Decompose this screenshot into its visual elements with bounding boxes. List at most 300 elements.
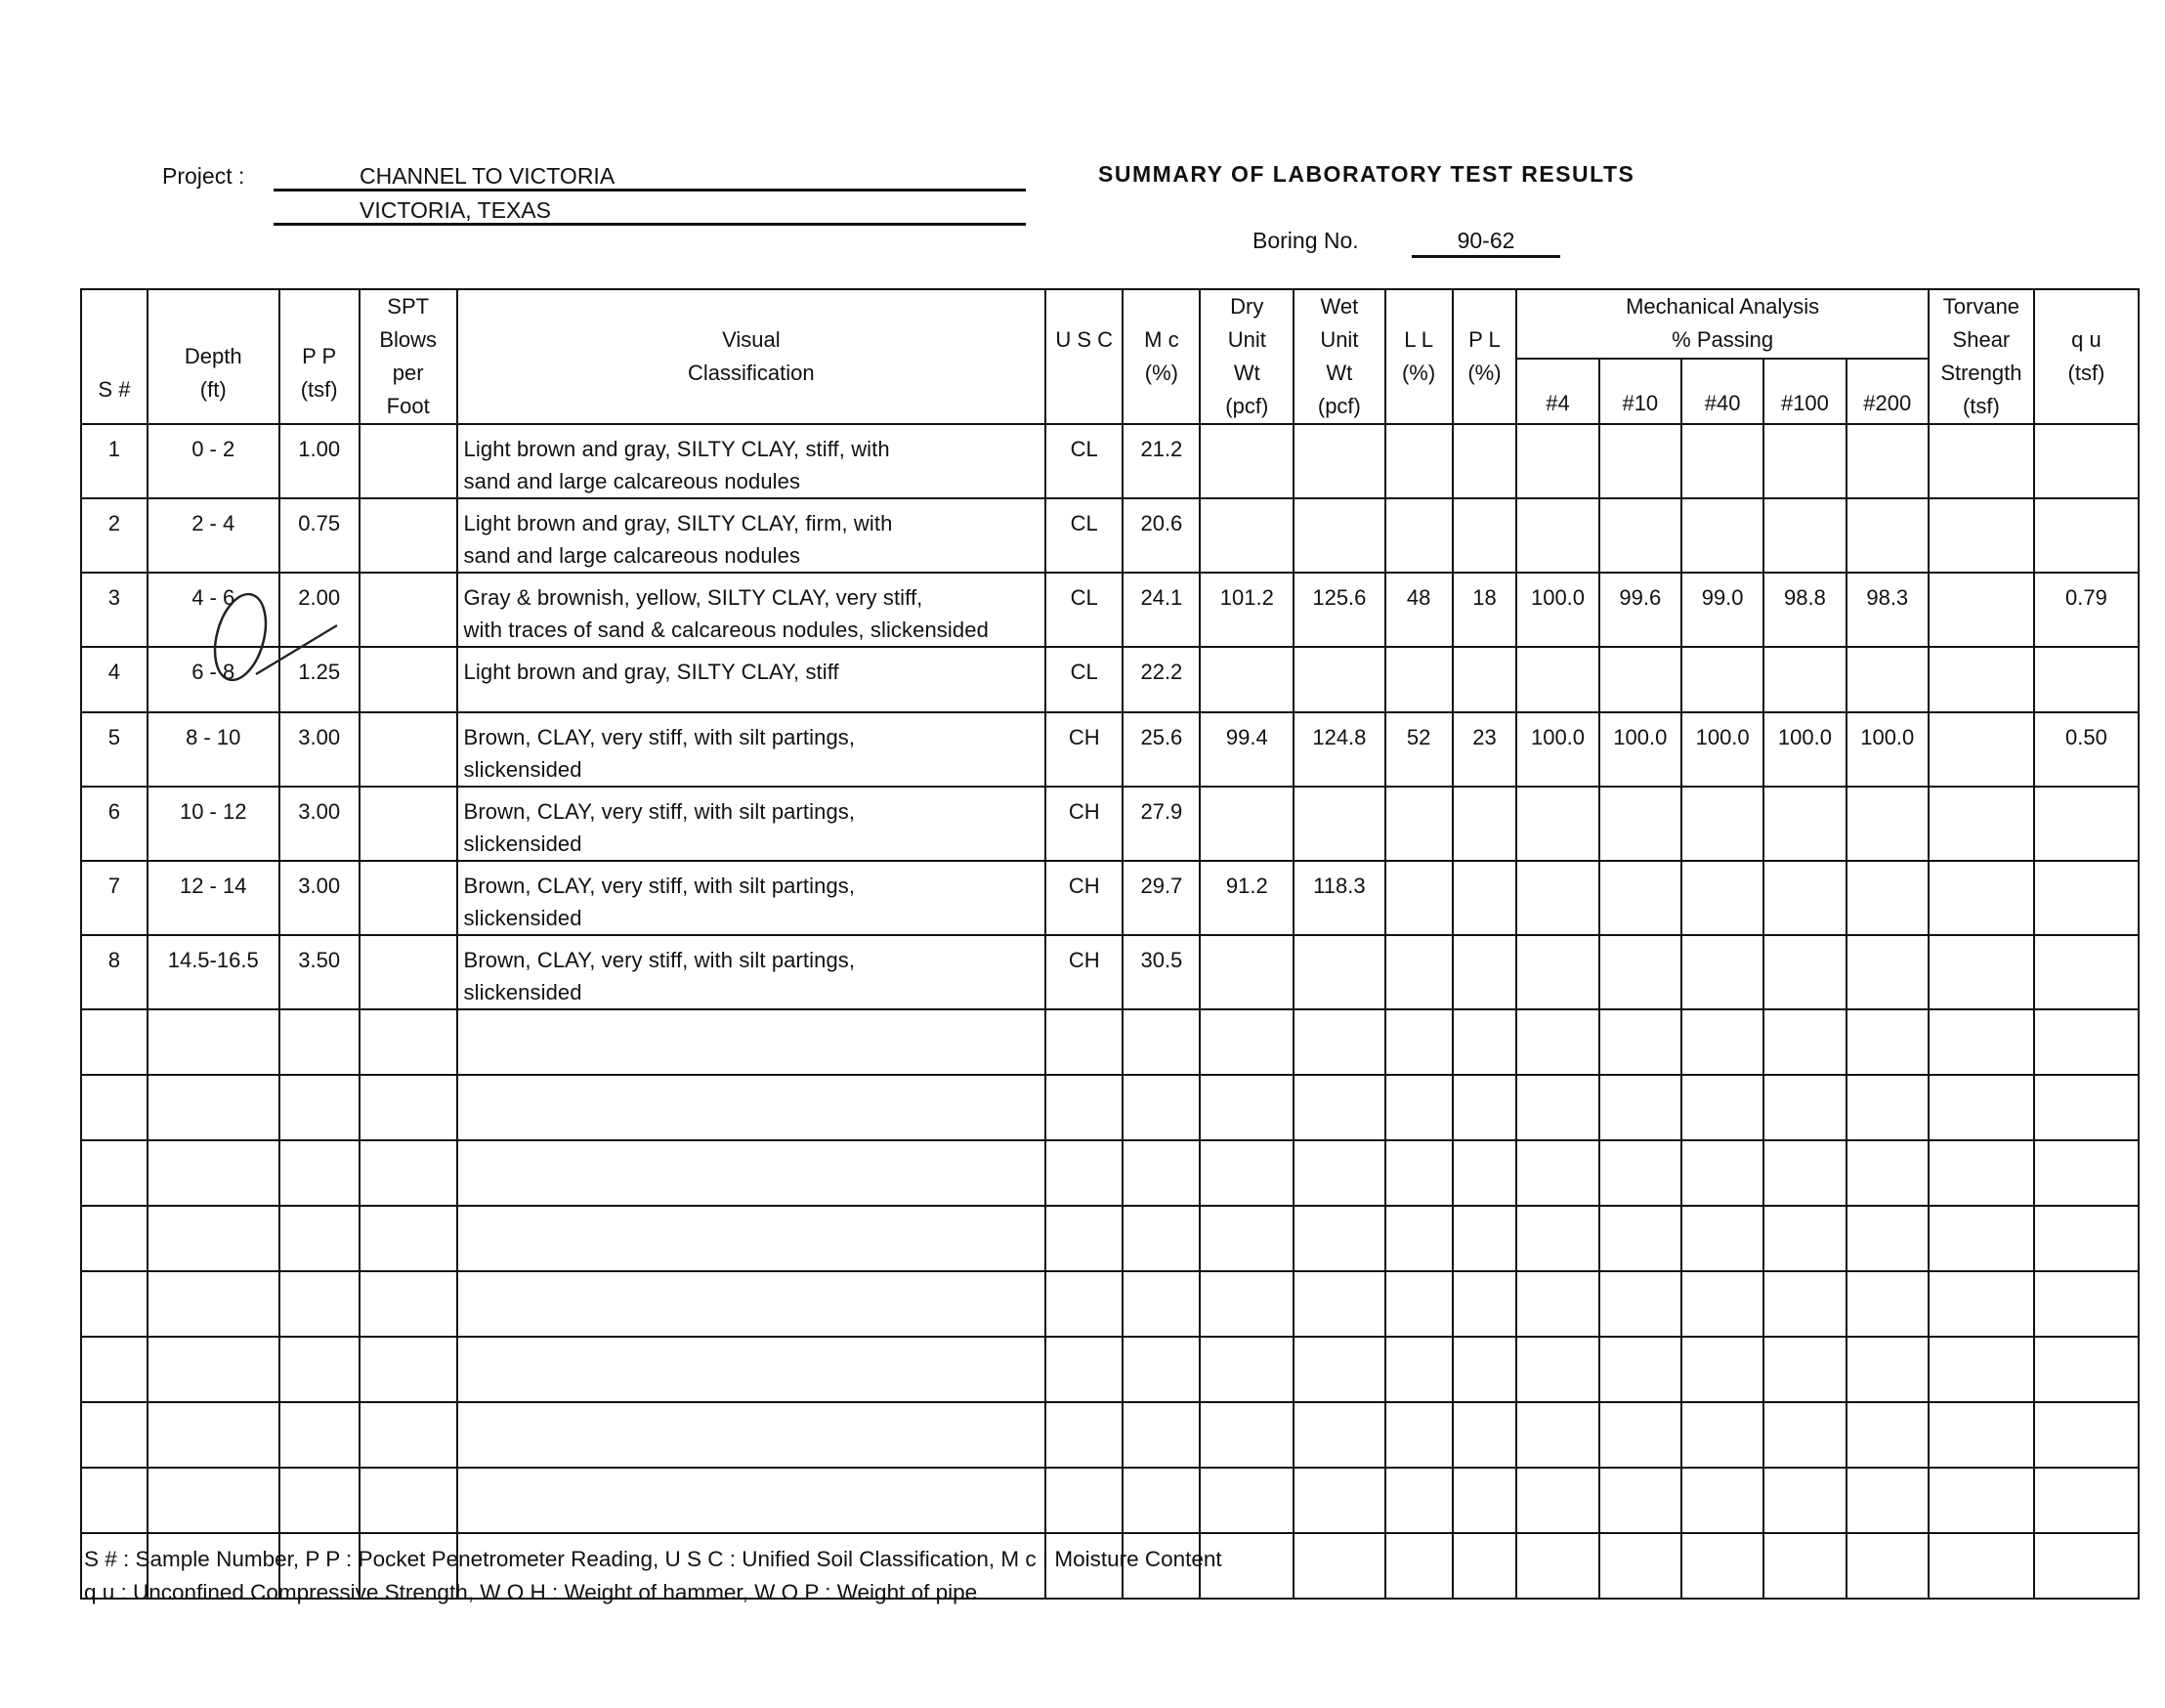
- liquid-limit-cell: [1385, 787, 1453, 861]
- visual-classification-cell: [457, 498, 1046, 573]
- qu-cell: [2034, 498, 2139, 573]
- empty-row: [81, 1075, 2139, 1140]
- dry-unit-weight-cell: 91.2: [1200, 861, 1294, 935]
- visual-classification-cell: [457, 787, 1046, 861]
- dry-unit-weight-cell: [1200, 935, 1294, 1009]
- pp-cell: 1.25: [279, 647, 360, 712]
- col-torvane-shear-strength: Torvane Shear Strength (tsf): [1929, 289, 2034, 424]
- visual-line-2: slickensided: [463, 757, 582, 782]
- empty-cell: [457, 1402, 1046, 1468]
- qu-cell: [2034, 424, 2139, 498]
- empty-cell: [1847, 1009, 1929, 1075]
- table-row: [81, 712, 2139, 787]
- usc-cell: CH: [1045, 861, 1123, 935]
- empty-cell: [1123, 1468, 1200, 1533]
- sample-no-cell: 5: [81, 712, 148, 787]
- empty-cell: [1123, 1402, 1200, 1468]
- sieve-10-cell: [1599, 935, 1681, 1009]
- empty-cell: [1045, 1009, 1123, 1075]
- sieve-100-cell: [1763, 935, 1846, 1009]
- sieve-10-cell: [1599, 787, 1681, 861]
- usc-cell: CL: [1045, 647, 1123, 712]
- liquid-limit-cell: [1385, 424, 1453, 498]
- sieve-40-cell: [1681, 787, 1763, 861]
- empty-cell: [279, 1206, 360, 1271]
- moisture-cell: 22.2: [1123, 647, 1200, 712]
- col-sieve-100: #100: [1763, 359, 1846, 425]
- empty-cell: [1200, 1009, 1294, 1075]
- empty-cell: [1200, 1337, 1294, 1402]
- wet-unit-weight-cell: [1294, 935, 1385, 1009]
- depth-cell: 8 - 10: [148, 712, 279, 787]
- empty-cell: [1294, 1140, 1385, 1206]
- empty-cell: [1929, 1337, 2034, 1402]
- empty-cell: [1847, 1271, 1929, 1337]
- sieve-100-cell: [1763, 861, 1846, 935]
- visual-line-2: slickensided: [463, 980, 582, 1004]
- moisture-cell: 20.6: [1123, 498, 1200, 573]
- moisture-cell: 27.9: [1123, 787, 1200, 861]
- visual-line-1: Brown, CLAY, very stiff, with silt partings,: [463, 874, 856, 898]
- empty-cell: [360, 1271, 457, 1337]
- col-sieve-10: #10: [1599, 359, 1681, 425]
- visual-classification-cell: [457, 573, 1046, 647]
- empty-cell: [1453, 1009, 1517, 1075]
- empty-cell: [81, 1009, 148, 1075]
- visual-line-1: Brown, CLAY, very stiff, with silt partings,: [463, 725, 856, 749]
- table-row: [81, 647, 2139, 712]
- spt-cell: [360, 424, 457, 498]
- empty-cell: [1385, 1533, 1453, 1599]
- sieve-10-cell: [1599, 424, 1681, 498]
- empty-cell: [1123, 1009, 1200, 1075]
- empty-row: [81, 1468, 2139, 1533]
- torvane-cell: [1929, 861, 2034, 935]
- depth-cell: 6 - 8: [148, 647, 279, 712]
- sieve-4-cell: 100.0: [1516, 712, 1598, 787]
- empty-cell: [1045, 1402, 1123, 1468]
- col-sieve-40: #40: [1681, 359, 1763, 425]
- empty-cell: [1123, 1337, 1200, 1402]
- empty-cell: [1763, 1271, 1846, 1337]
- project-label: Project :: [162, 163, 245, 189]
- sieve-200-cell: [1847, 787, 1929, 861]
- empty-cell: [1123, 1075, 1200, 1140]
- sieve-100-cell: [1763, 424, 1846, 498]
- sieve-40-cell: 100.0: [1681, 712, 1763, 787]
- qu-cell: [2034, 787, 2139, 861]
- empty-cell: [1847, 1075, 1929, 1140]
- empty-cell: [1599, 1206, 1681, 1271]
- torvane-cell: [1929, 498, 2034, 573]
- empty-cell: [457, 1140, 1046, 1206]
- sieve-10-cell: 100.0: [1599, 712, 1681, 787]
- col-spt-blows: SPT Blows per Foot: [360, 289, 457, 424]
- empty-cell: [457, 1271, 1046, 1337]
- empty-cell: [1453, 1468, 1517, 1533]
- empty-cell: [148, 1206, 279, 1271]
- spt-cell: [360, 935, 457, 1009]
- empty-cell: [2034, 1337, 2139, 1402]
- depth-cell: 2 - 4: [148, 498, 279, 573]
- empty-cell: [1763, 1337, 1846, 1402]
- usc-cell: CL: [1045, 424, 1123, 498]
- project-location: VICTORIA, TEXAS: [360, 197, 551, 223]
- sieve-40-cell: [1681, 424, 1763, 498]
- empty-cell: [1294, 1075, 1385, 1140]
- empty-cell: [1385, 1140, 1453, 1206]
- empty-cell: [1599, 1402, 1681, 1468]
- empty-cell: [148, 1009, 279, 1075]
- wet-unit-weight-cell: [1294, 424, 1385, 498]
- empty-cell: [1123, 1140, 1200, 1206]
- col-liquid-limit: L L (%): [1385, 289, 1453, 424]
- torvane-cell: [1929, 573, 2034, 647]
- depth-cell: 14.5-16.5: [148, 935, 279, 1009]
- visual-line-2: slickensided: [463, 906, 582, 930]
- empty-cell: [360, 1402, 457, 1468]
- sieve-4-cell: [1516, 647, 1598, 712]
- empty-cell: [1516, 1075, 1598, 1140]
- empty-cell: [457, 1468, 1046, 1533]
- empty-cell: [1294, 1533, 1385, 1599]
- visual-classification-cell: [457, 861, 1046, 935]
- lab-results-table: [80, 288, 2140, 1600]
- sieve-10-cell: [1599, 861, 1681, 935]
- spt-cell: [360, 498, 457, 573]
- sieve-100-cell: 100.0: [1763, 712, 1846, 787]
- empty-cell: [457, 1206, 1046, 1271]
- wet-unit-weight-cell: 118.3: [1294, 861, 1385, 935]
- empty-cell: [1200, 1468, 1294, 1533]
- empty-cell: [1045, 1075, 1123, 1140]
- empty-cell: [81, 1468, 148, 1533]
- empty-cell: [148, 1271, 279, 1337]
- col-pocket-penetrometer: P P (tsf): [279, 289, 360, 424]
- plastic-limit-cell: [1453, 647, 1517, 712]
- sieve-200-cell: [1847, 498, 1929, 573]
- visual-line-2: sand and large calcareous nodules: [463, 543, 801, 568]
- sieve-10-cell: 99.6: [1599, 573, 1681, 647]
- empty-cell: [360, 1075, 457, 1140]
- empty-cell: [2034, 1271, 2139, 1337]
- empty-cell: [1516, 1402, 1598, 1468]
- empty-cell: [1763, 1402, 1846, 1468]
- empty-cell: [360, 1468, 457, 1533]
- empty-cell: [1200, 1271, 1294, 1337]
- empty-cell: [1294, 1206, 1385, 1271]
- visual-line-2: with traces of sand & calcareous nodules, slickensided: [463, 618, 989, 642]
- depth-cell: 0 - 2: [148, 424, 279, 498]
- visual-line-1: Light brown and gray, SILTY CLAY, stiff, with: [463, 437, 890, 461]
- sample-no-cell: 8: [81, 935, 148, 1009]
- empty-cell: [1385, 1206, 1453, 1271]
- dry-unit-weight-cell: 101.2: [1200, 573, 1294, 647]
- empty-row: [81, 1337, 2139, 1402]
- empty-cell: [1294, 1468, 1385, 1533]
- visual-line-1: Brown, CLAY, very stiff, with silt partings,: [463, 799, 856, 824]
- liquid-limit-cell: 52: [1385, 712, 1453, 787]
- empty-row: [81, 1009, 2139, 1075]
- sieve-4-cell: [1516, 861, 1598, 935]
- empty-cell: [2034, 1402, 2139, 1468]
- sieve-40-cell: [1681, 498, 1763, 573]
- qu-cell: [2034, 861, 2139, 935]
- table-row: [81, 498, 2139, 573]
- col-sample-no: S #: [81, 289, 148, 424]
- visual-line-1: Gray & brownish, yellow, SILTY CLAY, very stiff,: [463, 585, 923, 610]
- empty-row: [81, 1402, 2139, 1468]
- torvane-cell: [1929, 712, 2034, 787]
- empty-cell: [1847, 1468, 1929, 1533]
- empty-cell: [1385, 1402, 1453, 1468]
- pp-cell: 0.75: [279, 498, 360, 573]
- empty-cell: [1929, 1009, 2034, 1075]
- moisture-cell: 21.2: [1123, 424, 1200, 498]
- usc-cell: CL: [1045, 573, 1123, 647]
- usc-cell: CH: [1045, 787, 1123, 861]
- col-moisture-content: M c (%): [1123, 289, 1200, 424]
- wet-unit-weight-cell: [1294, 647, 1385, 712]
- empty-cell: [1599, 1009, 1681, 1075]
- sieve-40-cell: [1681, 861, 1763, 935]
- empty-cell: [1681, 1468, 1763, 1533]
- col-mechanical-analysis: Mechanical Analysis % Passing: [1516, 289, 1929, 359]
- empty-cell: [2034, 1206, 2139, 1271]
- spt-cell: [360, 861, 457, 935]
- table-header: [81, 289, 2139, 424]
- empty-cell: [148, 1337, 279, 1402]
- empty-cell: [1599, 1075, 1681, 1140]
- empty-cell: [1599, 1140, 1681, 1206]
- sieve-4-cell: 100.0: [1516, 573, 1598, 647]
- empty-row: [81, 1206, 2139, 1271]
- depth-cell: 4 - 6: [148, 573, 279, 647]
- col-sieve-200: #200: [1847, 359, 1929, 425]
- empty-cell: [1453, 1402, 1517, 1468]
- empty-cell: [1929, 1468, 2034, 1533]
- sieve-4-cell: [1516, 787, 1598, 861]
- pp-cell: 3.00: [279, 787, 360, 861]
- empty-cell: [1929, 1533, 2034, 1599]
- empty-cell: [2034, 1140, 2139, 1206]
- empty-cell: [1763, 1075, 1846, 1140]
- empty-cell: [1929, 1206, 2034, 1271]
- liquid-limit-cell: [1385, 861, 1453, 935]
- empty-cell: [81, 1402, 148, 1468]
- empty-cell: [1763, 1533, 1846, 1599]
- torvane-cell: [1929, 787, 2034, 861]
- qu-cell: [2034, 647, 2139, 712]
- spt-cell: [360, 787, 457, 861]
- empty-cell: [1294, 1009, 1385, 1075]
- sieve-100-cell: [1763, 647, 1846, 712]
- empty-cell: [1385, 1009, 1453, 1075]
- empty-cell: [1763, 1009, 1846, 1075]
- sieve-4-cell: [1516, 498, 1598, 573]
- sample-no-cell: 4: [81, 647, 148, 712]
- visual-line-2: slickensided: [463, 832, 582, 856]
- empty-cell: [1516, 1468, 1598, 1533]
- visual-line-1: Light brown and gray, SILTY CLAY, firm, with: [463, 511, 893, 535]
- sample-no-cell: 1: [81, 424, 148, 498]
- dry-unit-weight-cell: [1200, 647, 1294, 712]
- empty-cell: [1453, 1337, 1517, 1402]
- empty-cell: [1385, 1337, 1453, 1402]
- empty-row: [81, 1140, 2139, 1206]
- empty-cell: [1516, 1271, 1598, 1337]
- col-dry-unit-weight: Dry Unit Wt (pcf): [1200, 289, 1294, 424]
- empty-cell: [279, 1009, 360, 1075]
- plastic-limit-cell: [1453, 935, 1517, 1009]
- visual-classification-cell: [457, 935, 1046, 1009]
- empty-cell: [279, 1271, 360, 1337]
- dry-unit-weight-cell: 99.4: [1200, 712, 1294, 787]
- empty-cell: [1045, 1468, 1123, 1533]
- empty-cell: [1453, 1206, 1517, 1271]
- sieve-100-cell: 98.8: [1763, 573, 1846, 647]
- pp-cell: 1.00: [279, 424, 360, 498]
- pp-cell: 2.00: [279, 573, 360, 647]
- empty-cell: [1045, 1140, 1123, 1206]
- empty-cell: [1045, 1271, 1123, 1337]
- empty-cell: [81, 1075, 148, 1140]
- legend-line-1: S # : Sample Number, P P : Pocket Penetrometer Reading, U S C : Unified Soil Classification, M c : Moisture Content: [84, 1547, 1222, 1571]
- empty-cell: [1681, 1206, 1763, 1271]
- empty-cell: [1516, 1140, 1598, 1206]
- boring-number: 90-62: [1412, 228, 1560, 258]
- pp-cell: 3.00: [279, 712, 360, 787]
- empty-cell: [1929, 1402, 2034, 1468]
- empty-cell: [1681, 1075, 1763, 1140]
- legend-line-2: q u : Unconfined Compressive Strength, W O H : Weight of hammer, W O P : Weight of pipe: [84, 1580, 978, 1604]
- project-underline-1: [274, 189, 1026, 192]
- moisture-cell: 29.7: [1123, 861, 1200, 935]
- empty-cell: [1453, 1075, 1517, 1140]
- empty-row: [81, 1271, 2139, 1337]
- empty-cell: [1045, 1337, 1123, 1402]
- plastic-limit-cell: [1453, 424, 1517, 498]
- empty-cell: [457, 1337, 1046, 1402]
- boring-label: Boring No.: [1252, 228, 1359, 253]
- empty-cell: [148, 1468, 279, 1533]
- empty-cell: [1200, 1206, 1294, 1271]
- visual-line-1: Light brown and gray, SILTY CLAY, stiff: [463, 660, 839, 684]
- sample-no-cell: 6: [81, 787, 148, 861]
- empty-cell: [1847, 1402, 1929, 1468]
- empty-cell: [1294, 1271, 1385, 1337]
- empty-cell: [81, 1271, 148, 1337]
- sieve-40-cell: [1681, 647, 1763, 712]
- empty-cell: [1929, 1140, 2034, 1206]
- empty-cell: [1385, 1075, 1453, 1140]
- depth-cell: 10 - 12: [148, 787, 279, 861]
- spt-cell: [360, 712, 457, 787]
- empty-cell: [1294, 1402, 1385, 1468]
- table-row: [81, 861, 2139, 935]
- moisture-cell: 25.6: [1123, 712, 1200, 787]
- empty-cell: [1681, 1533, 1763, 1599]
- empty-cell: [1123, 1206, 1200, 1271]
- empty-cell: [1929, 1075, 2034, 1140]
- empty-cell: [457, 1075, 1046, 1140]
- empty-cell: [1681, 1402, 1763, 1468]
- col-sieve-4: #4: [1516, 359, 1598, 425]
- empty-cell: [1516, 1206, 1598, 1271]
- table-row: [81, 424, 2139, 498]
- empty-cell: [1453, 1140, 1517, 1206]
- sample-no-cell: 7: [81, 861, 148, 935]
- table-row: [81, 787, 2139, 861]
- pp-cell: 3.50: [279, 935, 360, 1009]
- plastic-limit-cell: [1453, 861, 1517, 935]
- empty-cell: [1516, 1009, 1598, 1075]
- empty-cell: [81, 1140, 148, 1206]
- sieve-10-cell: [1599, 647, 1681, 712]
- sieve-4-cell: [1516, 935, 1598, 1009]
- dry-unit-weight-cell: [1200, 787, 1294, 861]
- depth-cell: 12 - 14: [148, 861, 279, 935]
- empty-cell: [2034, 1533, 2139, 1599]
- empty-cell: [279, 1140, 360, 1206]
- empty-cell: [1200, 1075, 1294, 1140]
- wet-unit-weight-cell: 124.8: [1294, 712, 1385, 787]
- empty-cell: [1516, 1337, 1598, 1402]
- liquid-limit-cell: 48: [1385, 573, 1453, 647]
- visual-classification-cell: [457, 647, 1046, 712]
- sieve-10-cell: [1599, 498, 1681, 573]
- usc-cell: CH: [1045, 712, 1123, 787]
- torvane-cell: [1929, 647, 2034, 712]
- empty-cell: [1599, 1468, 1681, 1533]
- empty-cell: [2034, 1075, 2139, 1140]
- empty-cell: [81, 1206, 148, 1271]
- empty-cell: [1847, 1140, 1929, 1206]
- visual-classification-cell: [457, 424, 1046, 498]
- table-body: [81, 424, 2139, 1599]
- empty-cell: [1847, 1533, 1929, 1599]
- sieve-200-cell: 98.3: [1847, 573, 1929, 647]
- report-title: SUMMARY OF LABORATORY TEST RESULTS: [1098, 161, 1635, 187]
- liquid-limit-cell: [1385, 647, 1453, 712]
- empty-cell: [1045, 1206, 1123, 1271]
- empty-cell: [81, 1337, 148, 1402]
- moisture-cell: 24.1: [1123, 573, 1200, 647]
- empty-cell: [1681, 1337, 1763, 1402]
- empty-cell: [148, 1140, 279, 1206]
- usc-cell: CL: [1045, 498, 1123, 573]
- col-visual-classification: Visual Classification: [457, 289, 1046, 424]
- empty-cell: [360, 1140, 457, 1206]
- torvane-cell: [1929, 935, 2034, 1009]
- sieve-40-cell: 99.0: [1681, 573, 1763, 647]
- empty-cell: [1681, 1009, 1763, 1075]
- sieve-4-cell: [1516, 424, 1598, 498]
- empty-cell: [1763, 1206, 1846, 1271]
- empty-cell: [1681, 1271, 1763, 1337]
- sample-no-cell: 3: [81, 573, 148, 647]
- empty-cell: [1763, 1140, 1846, 1206]
- sieve-200-cell: [1847, 861, 1929, 935]
- table-row: [81, 935, 2139, 1009]
- empty-cell: [148, 1402, 279, 1468]
- sample-no-cell: 2: [81, 498, 148, 573]
- torvane-cell: [1929, 424, 2034, 498]
- empty-cell: [360, 1206, 457, 1271]
- empty-cell: [1200, 1140, 1294, 1206]
- col-usc: U S C: [1045, 289, 1123, 424]
- empty-cell: [2034, 1468, 2139, 1533]
